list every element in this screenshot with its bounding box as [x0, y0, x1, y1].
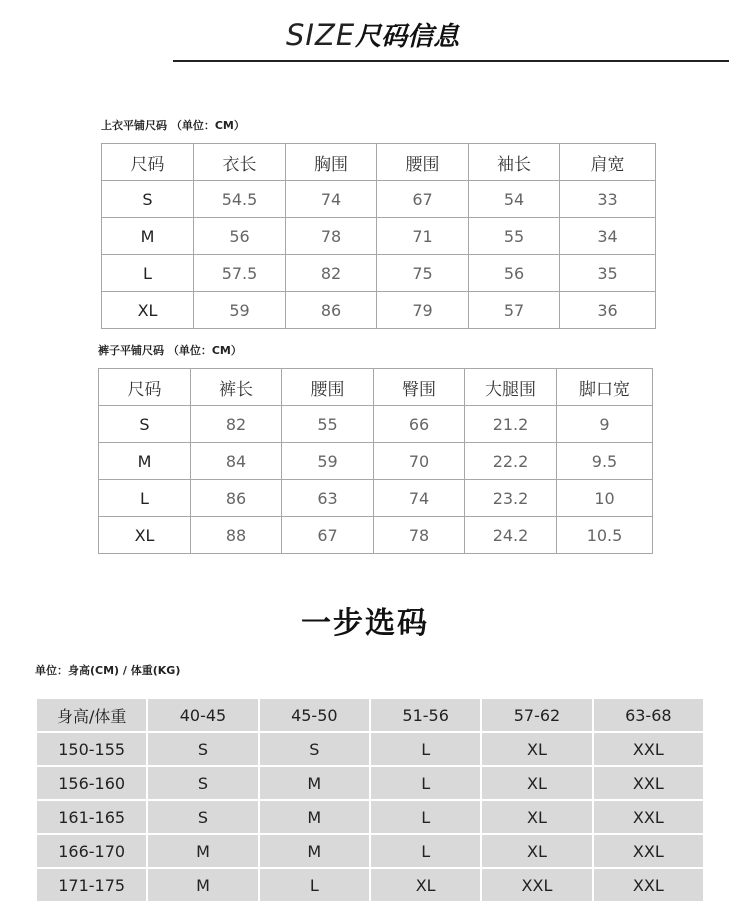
table-cell: 23.2: [465, 480, 557, 517]
table-cell: XXL: [482, 869, 591, 901]
table-header-row: [99, 369, 653, 406]
size-label: M: [99, 443, 191, 480]
table-cell: 71: [377, 218, 469, 255]
recommend-table: [35, 697, 705, 903]
table-cell: 36: [560, 292, 656, 329]
size-label: XL: [102, 292, 194, 329]
table-cell: 70: [374, 443, 465, 480]
table-cell: XL: [482, 733, 591, 765]
table-cell: 57: [469, 292, 560, 329]
table-cell: S: [148, 733, 257, 765]
table-row: [99, 480, 653, 517]
table-header-cell: 尺码: [99, 369, 191, 406]
table-row: [102, 292, 656, 329]
recommend-title: 一步选码: [301, 606, 429, 641]
table-cell: M: [148, 869, 257, 901]
table-cell: S: [260, 733, 369, 765]
table-cell: 161-165: [37, 801, 146, 833]
table-cell: 55: [469, 218, 560, 255]
table-cell: 82: [286, 255, 377, 292]
table-cell: L: [371, 801, 480, 833]
table-cell: 78: [374, 517, 465, 554]
table-cell: 79: [377, 292, 469, 329]
table-header-cell: 肩宽: [560, 144, 656, 181]
top-table-caption: 上衣平铺尺码 （单位：CM）: [101, 119, 245, 132]
table-cell: 63: [282, 480, 374, 517]
table-cell: XL: [482, 767, 591, 799]
table-cell: 88: [191, 517, 282, 554]
table-row: [99, 443, 653, 480]
pants-size-table: [98, 368, 653, 554]
table-cell: M: [148, 835, 257, 867]
table-cell: 74: [374, 480, 465, 517]
table-cell: 55: [282, 406, 374, 443]
table-row: [102, 255, 656, 292]
table-cell: 86: [286, 292, 377, 329]
table-header-cell: 45-50: [260, 699, 369, 731]
table-cell: 34: [560, 218, 656, 255]
table-header-cell: 大腿围: [465, 369, 557, 406]
table-cell: XXL: [594, 869, 703, 901]
table-cell: 78: [286, 218, 377, 255]
table-cell: XL: [482, 835, 591, 867]
table-cell: 166-170: [37, 835, 146, 867]
table-row: [37, 733, 703, 765]
table-header-cell: 腰围: [377, 144, 469, 181]
size-label: S: [102, 181, 194, 218]
table-header-cell: 身高/体重: [37, 699, 146, 731]
table-header-row: [37, 699, 703, 731]
table-cell: 67: [282, 517, 374, 554]
table-cell: 21.2: [465, 406, 557, 443]
page-title-zh: 尺码信息: [355, 22, 460, 52]
table-row: [99, 406, 653, 443]
page-title-en: SIZE: [286, 18, 356, 52]
size-label: S: [99, 406, 191, 443]
table-cell: 56: [194, 218, 286, 255]
table-cell: 57.5: [194, 255, 286, 292]
table-cell: 54: [469, 181, 560, 218]
table-header-cell: 臀围: [374, 369, 465, 406]
table-cell: M: [260, 801, 369, 833]
table-cell: 33: [560, 181, 656, 218]
table-row: [37, 835, 703, 867]
table-cell: 54.5: [194, 181, 286, 218]
table-row: [37, 869, 703, 901]
table-cell: 66: [374, 406, 465, 443]
table-cell: 86: [191, 480, 282, 517]
table-cell: L: [260, 869, 369, 901]
table-cell: M: [260, 835, 369, 867]
table-cell: 74: [286, 181, 377, 218]
table-cell: XXL: [594, 767, 703, 799]
table-cell: 9: [557, 406, 653, 443]
table-row: [99, 517, 653, 554]
table-cell: 22.2: [465, 443, 557, 480]
table-header-cell: 40-45: [148, 699, 257, 731]
table-cell: 82: [191, 406, 282, 443]
table-cell: 59: [194, 292, 286, 329]
size-label: XL: [99, 517, 191, 554]
table-cell: 171-175: [37, 869, 146, 901]
table-cell: S: [148, 801, 257, 833]
table-header-row: [102, 144, 656, 181]
table-header-cell: 51-56: [371, 699, 480, 731]
top-size-table: [101, 143, 656, 329]
table-header-cell: 脚口宽: [557, 369, 653, 406]
table-header-cell: 胸围: [286, 144, 377, 181]
table-cell: 67: [377, 181, 469, 218]
table-header-cell: 尺码: [102, 144, 194, 181]
table-header-cell: 袖长: [469, 144, 560, 181]
table-cell: 35: [560, 255, 656, 292]
table-cell: XXL: [594, 801, 703, 833]
table-cell: XL: [482, 801, 591, 833]
table-header-cell: 腰围: [282, 369, 374, 406]
title-underline: [173, 60, 729, 62]
table-cell: 75: [377, 255, 469, 292]
size-label: M: [102, 218, 194, 255]
table-cell: XXL: [594, 835, 703, 867]
table-cell: L: [371, 767, 480, 799]
table-header-cell: 63-68: [594, 699, 703, 731]
table-header-cell: 57-62: [482, 699, 591, 731]
table-cell: 24.2: [465, 517, 557, 554]
pants-table-caption: 裤子平铺尺码 （单位：CM）: [98, 344, 242, 357]
table-cell: M: [260, 767, 369, 799]
page-title: [286, 16, 459, 56]
table-row: [102, 218, 656, 255]
table-row: [37, 801, 703, 833]
table-cell: L: [371, 733, 480, 765]
table-cell: 9.5: [557, 443, 653, 480]
table-cell: 56: [469, 255, 560, 292]
table-cell: 59: [282, 443, 374, 480]
recommend-caption: 单位：身高(CM) / 体重(KG): [35, 664, 181, 677]
table-cell: 10: [557, 480, 653, 517]
table-cell: 84: [191, 443, 282, 480]
table-cell: XL: [371, 869, 480, 901]
table-cell: XXL: [594, 733, 703, 765]
table-cell: 156-160: [37, 767, 146, 799]
table-cell: S: [148, 767, 257, 799]
table-header-cell: 衣长: [194, 144, 286, 181]
size-label: L: [99, 480, 191, 517]
table-row: [102, 181, 656, 218]
table-cell: 150-155: [37, 733, 146, 765]
table-row: [37, 767, 703, 799]
table-cell: L: [371, 835, 480, 867]
size-label: L: [102, 255, 194, 292]
table-header-cell: 裤长: [191, 369, 282, 406]
table-cell: 10.5: [557, 517, 653, 554]
